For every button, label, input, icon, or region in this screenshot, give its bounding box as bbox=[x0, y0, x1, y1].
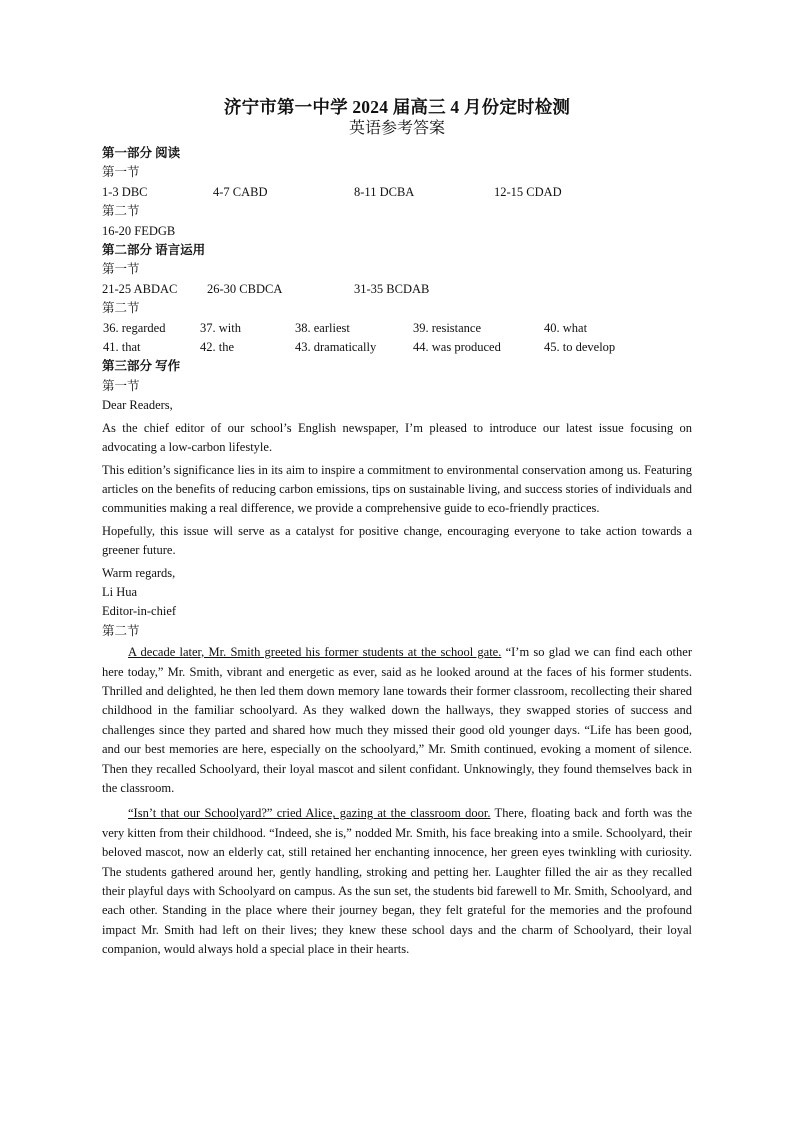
story-body-1: “I’m so glad we can find each other here today,” Mr. Smith, vibrant and energetic as ever, said as he looked around at the faces of his former students. Thrilled and delighted, he then led them down memory lane towards their former classroom, recollecting their shared childhood in the familiar schoolyard. As they walked down the hallways, they swapped stories of success and challenges since they parted and shared how much they missed their good old younger days. “Life has been good, and our best memories are here, especially on the schoolyard,” Mr. Smith continued, evoking a moment of silence. Then they recalled Schoolyard, their loyal mascot and silent confidant. Unknowingly, they found themselves back in the classroom. bbox=[102, 645, 692, 795]
part1-heading: 第一部分 阅读 bbox=[102, 146, 181, 160]
answer-item: 40. what bbox=[544, 320, 588, 335]
answer-group: 21-25 ABDAC bbox=[102, 281, 178, 296]
part2-heading: 第二部分 语言运用 bbox=[102, 243, 206, 258]
part2-row2 bbox=[102, 338, 692, 357]
part3-section1-label: 第一节 bbox=[102, 378, 140, 393]
answer-item: 45. to develop bbox=[544, 340, 616, 355]
story-lead-sentence-1: A decade later, Mr. Smith greeted his former students at the school gate. bbox=[128, 645, 502, 660]
answer-document bbox=[102, 96, 692, 960]
page-title: 济宁市第一中学 2024 届高三 4 月份定时检测 bbox=[223, 97, 571, 117]
answer-item: 41. that bbox=[103, 340, 141, 355]
story-body-2: There, floating back and forth was the very kitten from their childhood. “Indeed, she is,” nodded Mr. Smith, his face breaking into a smile. Schoolyard, their beloved mascot, now an elderly cat, still retained her enchanting innocence, her green eyes twinkling with curiosity. The students gathered around her, gently handling, stroking and petting her. Laughter filled the air as they recalled their playful days with Schoolyard on campus. As the sun set, the students bid farewell to Mr. Smith, Schoolyard, and each other. Standing in the place where their journey began, they felt grateful for the memories and the profound impact Mr. Smith had left on their lives; they knew these school days and the charm of Schoolyard, their loyal companion, would always hold a special place in their hearts. bbox=[102, 806, 692, 957]
story-paragraph-2 bbox=[102, 804, 692, 959]
part1-answers2: 16-20 FEDGB bbox=[102, 223, 176, 238]
letter-paragraph-2: This edition’s significance lies in its aim to inspire a commitment to environmental conservation among us. Featuring articles on the benefits of reducing carbon emissions, tips on sustainable living, and success stories of individuals and communities making a real difference, we provide a comprehensive guide to eco-friendly practices. bbox=[102, 462, 692, 516]
letter-paragraph-3: Hopefully, this issue will serve as a catalyst for positive change, encouraging everyone to take action towards a greener future. bbox=[102, 523, 692, 558]
answer-item: 43. dramatically bbox=[295, 340, 377, 355]
part2-section1-label: 第一节 bbox=[102, 262, 140, 277]
answer-group: 26-30 CBDCA bbox=[207, 281, 283, 296]
answer-item: 44. was produced bbox=[413, 340, 501, 355]
answer-item: 36. regarded bbox=[103, 320, 166, 335]
part2-section2-label: 第二节 bbox=[102, 301, 140, 316]
answer-item: 37. with bbox=[200, 320, 241, 335]
page-subtitle: 英语参考答案 bbox=[348, 120, 445, 137]
story-paragraph-1 bbox=[102, 643, 692, 798]
answer-item: 42. the bbox=[200, 340, 235, 355]
letter-signature-role: Editor-in-chief bbox=[102, 604, 177, 619]
answer-group: 8-11 DCBA bbox=[354, 184, 415, 199]
letter-salutation: Dear Readers, bbox=[102, 398, 173, 413]
part3-heading: 第三部分 写作 bbox=[102, 359, 181, 374]
answer-group: 31-35 BCDAB bbox=[354, 281, 430, 296]
story-lead-sentence-2: “Isn’t that our Schoolyard?” cried Alice, gazing at the classroom door. bbox=[128, 806, 491, 821]
answer-item: 39. resistance bbox=[413, 320, 482, 335]
part3-section2-label: 第二节 bbox=[102, 623, 140, 638]
letter-signature-name: Li Hua bbox=[102, 584, 138, 599]
part1-section2-label: 第二节 bbox=[102, 204, 140, 219]
part1-section1-label: 第一节 bbox=[102, 165, 140, 180]
part1-answers1-row bbox=[102, 183, 692, 202]
part2-row1 bbox=[102, 319, 692, 338]
letter-paragraph-1: As the chief editor of our school’s English newspaper, I’m pleased to introduce our latest issue focusing on advocating a low-carbon lifestyle. bbox=[102, 420, 692, 455]
answer-group: 12-15 CDAD bbox=[494, 184, 562, 199]
answer-group: 4-7 CABD bbox=[213, 184, 268, 199]
answer-item: 38. earliest bbox=[295, 320, 350, 335]
answer-group: 1-3 DBC bbox=[102, 184, 148, 199]
part2-answers1-row bbox=[102, 280, 692, 299]
letter-closing: Warm regards, bbox=[102, 565, 176, 580]
